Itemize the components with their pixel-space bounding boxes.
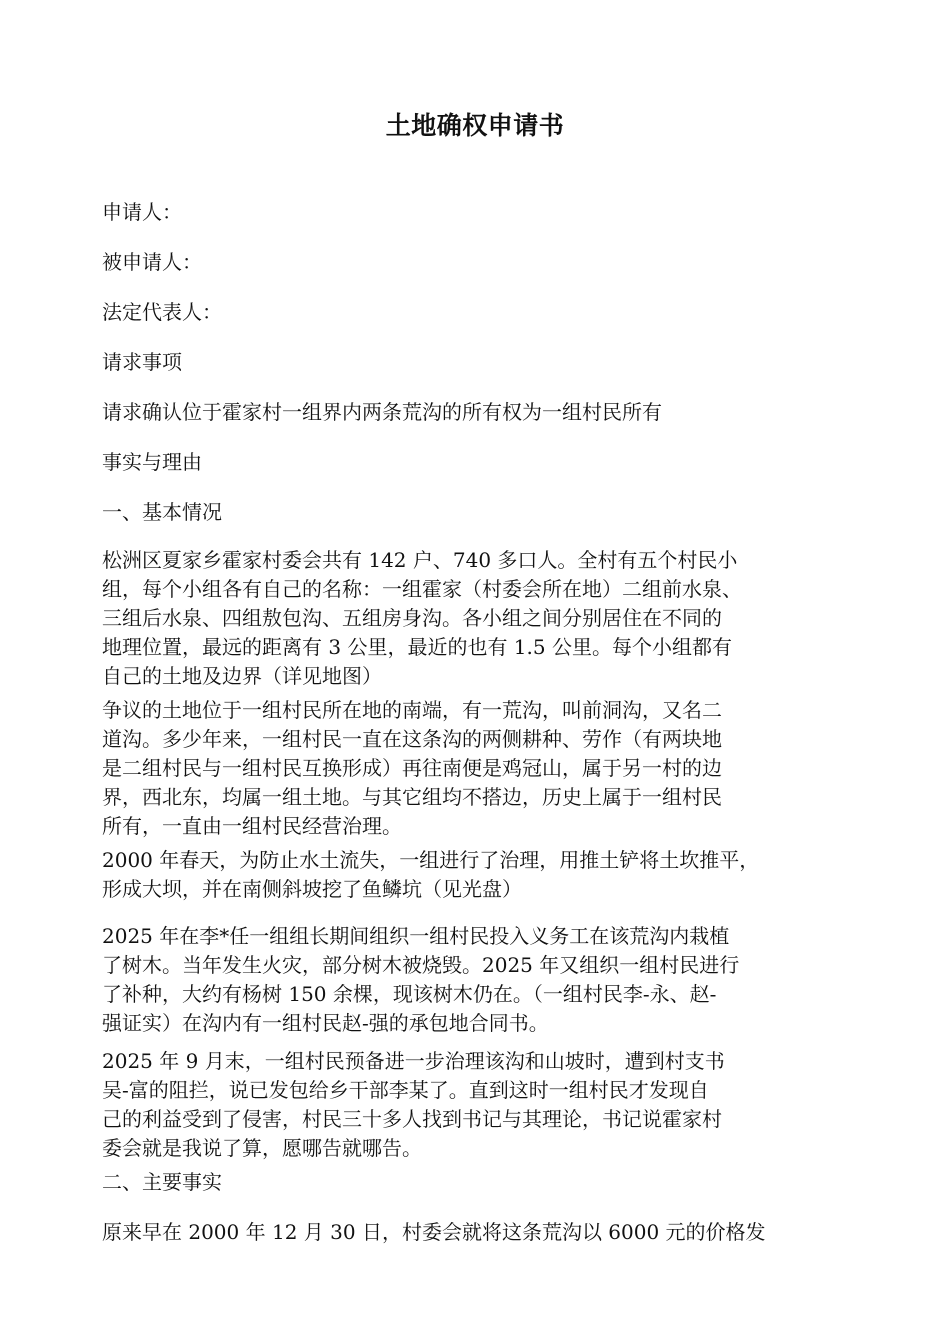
paragraph-line: 争议的土地位于一组村民所在地的南端，有一荒沟，叫前洞沟，又名二 bbox=[102, 698, 722, 722]
paragraph-line: 是二组村民与一组村民互换形成）再往南便是鸡冠山，属于另一村的边 bbox=[102, 756, 722, 780]
paragraph-line: 组，每个小组各有自己的名称：一组霍家（村委会所在地）二组前水泉、 bbox=[102, 577, 742, 601]
paragraph-line: 2025 年在李*任一组组长期间组织一组村民投入义务工在该荒沟内栽植 bbox=[102, 924, 730, 948]
paragraph-line: 吴-富的阻拦，说已发包给乡干部李某了。直到这时一组村民才发现自 bbox=[102, 1078, 709, 1102]
paragraph-line: 强证实）在沟内有一组村民赵-强的承包地合同书。 bbox=[102, 1011, 549, 1035]
paragraph-basic-situation bbox=[102, 546, 862, 691]
paragraph-line: 原来早在 2000 年 12 月 30 日，村委会就将这条荒沟以 6000 元的价格发 bbox=[102, 1220, 766, 1244]
legal-representative-label: 法定代表人： bbox=[102, 300, 222, 324]
paragraph-disputed-land bbox=[102, 696, 862, 841]
request-text: 请求确认位于霍家村一组界内两条荒沟的所有权为一组村民所有 bbox=[102, 400, 662, 424]
paragraph-line: 了树木。当年发生火灾，部分树木被烧毁。2025 年又组织一组村民进行 bbox=[102, 953, 740, 977]
paragraph-line: 所有，一直由一组村民经营治理。 bbox=[102, 814, 402, 838]
paragraph-line: 2000 年春天，为防止水土流失，一组进行了治理，用推土铲将土坎推平， bbox=[102, 848, 760, 872]
paragraph-line: 了补种，大约有杨树 150 余棵，现该树木仍在。（一组村民李-永、赵- bbox=[102, 982, 717, 1006]
paragraph-line: 自己的土地及边界（详见地图） bbox=[102, 664, 382, 688]
paragraph-line: 2025 年 9 月末，一组村民预备进一步治理该沟和山坡时，遭到村支书 bbox=[102, 1049, 725, 1073]
facts-heading: 事实与理由 bbox=[102, 450, 202, 474]
paragraph-main-facts bbox=[102, 1218, 862, 1247]
paragraph-tree-planting bbox=[102, 922, 862, 1038]
paragraph-line: 界，西北东，均属一组土地。与其它组均不搭边，历史上属于一组村民 bbox=[102, 785, 722, 809]
paragraph-line: 委会就是我说了算，愿哪告就哪告。 bbox=[102, 1136, 422, 1160]
paragraph-line: 三组后水泉、四组敖包沟、五组房身沟。各小组之间分别居住在不同的 bbox=[102, 606, 722, 630]
section1-heading: 一、基本情况 bbox=[102, 500, 222, 524]
section2-heading: 二、主要事实 bbox=[102, 1170, 222, 1194]
paragraph-2000-treatment bbox=[102, 846, 862, 904]
respondent-label: 被申请人： bbox=[102, 250, 202, 274]
paragraph-line: 松洲区夏家乡霍家村委会共有 142 户、740 多口人。全村有五个村民小 bbox=[102, 548, 738, 572]
request-heading: 请求事项 bbox=[102, 350, 182, 374]
paragraph-line: 形成大坝，并在南侧斜坡挖了鱼鳞坑（见光盘） bbox=[102, 877, 522, 901]
applicant-label: 申请人： bbox=[102, 200, 182, 224]
document-title: 土地确权申请书 bbox=[385, 111, 565, 140]
paragraph-line: 地理位置，最远的距离有 3 公里，最近的也有 1.5 公里。每个小组都有 bbox=[102, 635, 732, 659]
paragraph-line: 己的利益受到了侵害，村民三十多人找到书记与其理论，书记说霍家村 bbox=[102, 1107, 722, 1131]
paragraph-line: 道沟。多少年来，一组村民一直在这条沟的两侧耕种、劳作（有两块地 bbox=[102, 727, 722, 751]
paragraph-obstruction bbox=[102, 1047, 862, 1163]
